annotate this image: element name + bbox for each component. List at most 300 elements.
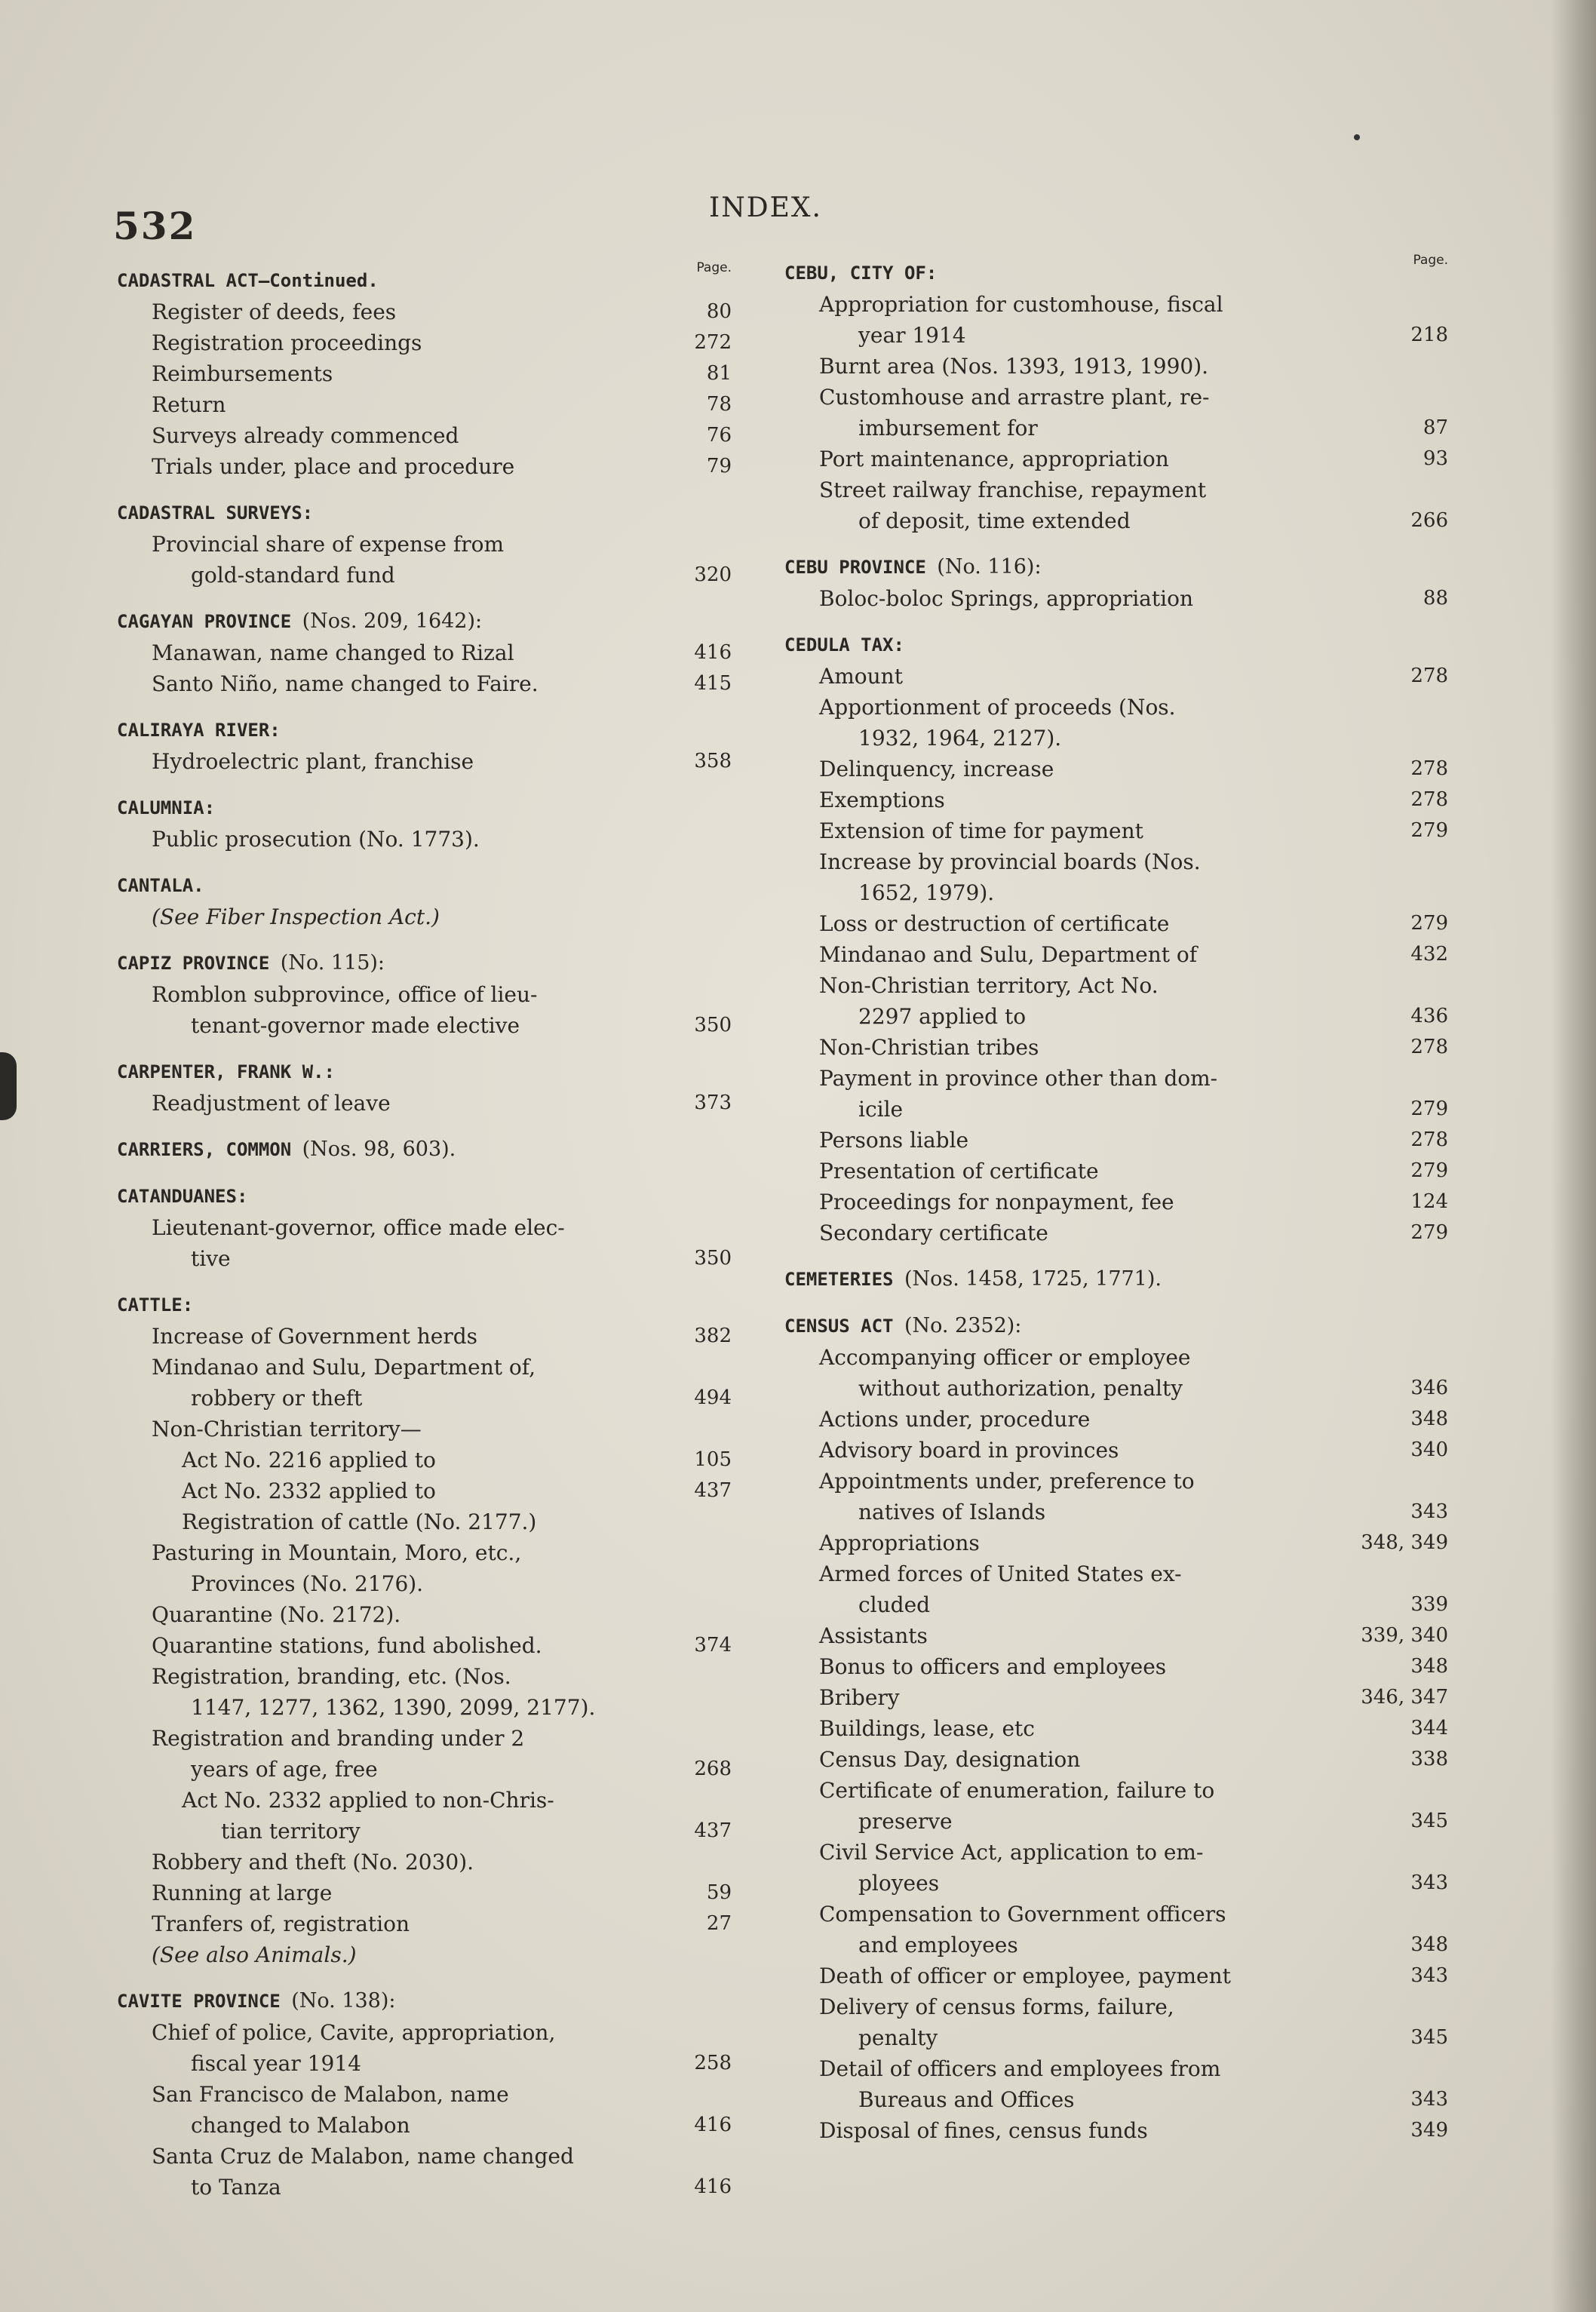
index-subentry — [117, 358, 732, 389]
subentry-line: Tranfers of, registration — [152, 1911, 410, 1936]
subentry-line: Bribery — [819, 1685, 900, 1710]
subentry-text — [819, 692, 1350, 754]
subentry-text — [819, 1125, 1350, 1156]
index-subentry — [784, 970, 1448, 1032]
entry-heading-text: CALUMNIA: — [117, 797, 216, 818]
page-reference: 340 — [1410, 1438, 1448, 1461]
index-subentry — [117, 1537, 732, 1599]
entry-heading-text: CALIRAYA RIVER: — [117, 720, 281, 741]
page-column-header: Page. — [696, 260, 732, 275]
index-subentry — [784, 2115, 1448, 2146]
subentry-text — [152, 327, 649, 358]
entry-heading-text: CAPIZ PROVINCE — [117, 953, 270, 974]
index-subentry — [117, 1847, 732, 1878]
page-reference: 81 — [706, 362, 732, 385]
index-subentry — [117, 668, 732, 699]
subentry-text — [182, 1785, 649, 1847]
subentry-text — [152, 746, 649, 777]
index-subentry — [117, 1321, 732, 1352]
index-subentry — [117, 1414, 732, 1445]
subentry-text — [152, 420, 649, 451]
page-reference: 268 — [694, 1758, 732, 1780]
subentry-text — [819, 2053, 1350, 2115]
subentry-line: Lieutenant-governor, office made elec- — [152, 1215, 565, 1240]
subentry-text — [152, 389, 649, 420]
entry-heading — [784, 1310, 1448, 1342]
index-subentry — [784, 1466, 1448, 1528]
index-subentry — [784, 1837, 1448, 1899]
subentry-line: Mindanao and Sulu, Department of — [819, 942, 1198, 967]
index-subentry — [784, 2053, 1448, 2115]
subentry-line: Manawan, name changed to Rizal — [152, 640, 514, 665]
subentry-line: Assistants — [819, 1623, 928, 1648]
subentry-text — [819, 939, 1350, 970]
page-reference: 350 — [694, 1014, 732, 1036]
page-reference: 382 — [694, 1325, 732, 1347]
entry-heading-note: (Nos. 209, 1642): — [302, 609, 483, 633]
index-subentry — [117, 2079, 732, 2141]
index-subentry — [117, 1088, 732, 1119]
index-subentry — [784, 583, 1448, 614]
subentry-text — [152, 1321, 649, 1352]
entry-heading — [117, 870, 732, 901]
index-subentry — [784, 1899, 1448, 1960]
index-subentry — [117, 1939, 732, 1970]
page-reference: 278 — [1410, 1128, 1448, 1151]
entry-heading — [117, 1056, 732, 1088]
index-subentry — [117, 1599, 732, 1630]
subentry-text — [152, 1908, 649, 1939]
page-reference: 79 — [706, 455, 732, 477]
index-subentry — [784, 1744, 1448, 1775]
subentry-text — [819, 1435, 1350, 1466]
index-entry — [784, 629, 1448, 1248]
subentry-line: Increase by provincial boards (Nos. — [819, 849, 1201, 874]
index-subentry — [784, 784, 1448, 815]
index-subentry — [117, 1445, 732, 1475]
subentry-line: Street railway franchise, repayment — [819, 477, 1207, 502]
index-subentry — [117, 1785, 732, 1847]
subentry-line: Running at large — [152, 1881, 333, 1905]
subentry-text — [819, 382, 1350, 444]
entry-heading-note: (Nos. 98, 603). — [302, 1138, 456, 1161]
index-subentry — [784, 692, 1448, 754]
entry-heading — [784, 1263, 1448, 1295]
subentry-line: Romblon subprovince, office of lieu- — [152, 982, 538, 1007]
subentry-text — [182, 1445, 649, 1475]
subentry-text — [819, 289, 1350, 351]
subentry-line: Santa Cruz de Malabon, name changed — [152, 2144, 574, 2169]
subentry-text — [819, 1775, 1350, 1837]
subentry-text — [152, 1878, 649, 1908]
page-reference: 346 — [1410, 1377, 1448, 1399]
subentry-line: Appropriation for customhouse, fiscal — [819, 292, 1223, 317]
subentry-text — [819, 1960, 1350, 1991]
page-reference: 436 — [1410, 1005, 1448, 1027]
entry-heading — [117, 1985, 732, 2017]
entry-heading — [117, 1181, 732, 1212]
page-reference: 320 — [694, 563, 732, 586]
subentry-text — [819, 1187, 1350, 1217]
index-subentry — [784, 1217, 1448, 1248]
index-subentry — [784, 1032, 1448, 1063]
subentry-line: Mindanao and Sulu, Department of, — [152, 1355, 536, 1380]
subentry-line: Non-Christian territory, Act No. — [819, 973, 1159, 998]
subentry-line: Apportionment of proceeds (Nos. — [819, 695, 1176, 720]
subentry-line: Non-Christian territory— — [152, 1417, 422, 1442]
page-reference: 279 — [1410, 1221, 1448, 1244]
subentry-line: Proceedings for nonpayment, fee — [819, 1190, 1174, 1214]
subentry-line: (See also Animals.) — [152, 1942, 357, 1967]
subentry-line: Delinquency, increase — [819, 757, 1054, 781]
subentry-line: Chief of police, Cavite, appropriation, — [152, 2020, 556, 2045]
page-reference: 278 — [1410, 788, 1448, 811]
subentry-text — [182, 1506, 649, 1537]
entry-heading — [117, 1289, 732, 1321]
index-subentry — [117, 979, 732, 1041]
entry-heading-text: CEBU PROVINCE — [784, 557, 926, 578]
entry-heading-text: CAVITE PROVINCE — [117, 1991, 281, 2012]
subentry-text — [182, 1475, 649, 1506]
page-reference: 258 — [694, 2052, 732, 2074]
left-column — [117, 260, 732, 2203]
subentry-text — [152, 1630, 649, 1661]
page-reference: 105 — [694, 1448, 732, 1471]
page-number: 532 — [113, 204, 197, 248]
page-reference: 344 — [1410, 1717, 1448, 1739]
index-entry — [117, 1134, 732, 1165]
subentry-text — [819, 1651, 1350, 1682]
page-reference: 416 — [694, 2175, 732, 2198]
page-reference: 279 — [1410, 1159, 1448, 1182]
entry-heading-text: CANTALA. — [117, 875, 204, 896]
index-subentry — [117, 451, 732, 482]
index-entry — [117, 947, 732, 1041]
subentry-line: Accompanying officer or employee — [819, 1345, 1191, 1370]
subentry-line: San Francisco de Malabon, name — [152, 2082, 509, 2107]
index-subentry — [784, 1620, 1448, 1651]
subentry-text — [819, 1899, 1350, 1960]
subentry-text — [152, 451, 649, 482]
index-subentry — [117, 637, 732, 668]
index-subentry — [784, 1435, 1448, 1466]
subentry-continuation: 1932, 1964, 2127). — [858, 726, 1062, 751]
page-reference: 279 — [1410, 819, 1448, 842]
subentry-text — [819, 846, 1350, 908]
subentry-line: Increase of Government herds — [152, 1324, 478, 1349]
running-head: INDEX. — [709, 192, 822, 223]
subentry-text — [819, 2115, 1350, 2146]
subentry-continuation: preserve — [858, 1809, 953, 1834]
index-entry — [117, 1289, 732, 1970]
page-reference: 339 — [1410, 1593, 1448, 1616]
index-subentry — [784, 754, 1448, 784]
right-column — [784, 253, 1448, 2146]
subentry-continuation: tian territory — [221, 1819, 361, 1844]
page-reference: 358 — [694, 750, 732, 772]
subentry-text — [819, 908, 1350, 939]
index-subentry — [117, 746, 732, 777]
index-subentry — [117, 1475, 732, 1506]
entry-heading-note: (No. 2352): — [904, 1314, 1022, 1337]
subentry-line: Register of deeds, fees — [152, 299, 397, 324]
subentry-text — [819, 1217, 1350, 1248]
page-reference: 343 — [1410, 2088, 1448, 2111]
index-subentry — [784, 1342, 1448, 1404]
page-reference: 346, 347 — [1361, 1686, 1448, 1709]
subentry-line: Pasturing in Mountain, Moro, etc., — [152, 1540, 522, 1565]
index-entry — [117, 497, 732, 591]
subentry-line: Presentation of certificate — [819, 1159, 1099, 1184]
subentry-text — [819, 1744, 1350, 1775]
page-column-header: Page. — [1413, 253, 1448, 268]
subentry-line: Registration of cattle (No. 2177.) — [182, 1509, 537, 1534]
subentry-line: Exemptions — [819, 788, 945, 812]
subentry-text — [819, 1342, 1350, 1404]
page-reference: 278 — [1410, 757, 1448, 780]
page-reference: 432 — [1410, 943, 1448, 966]
page-reference: 278 — [1410, 665, 1448, 687]
entry-heading-text: CEDULA TAX: — [784, 634, 904, 656]
subentry-line: Readjustment of leave — [152, 1091, 391, 1116]
entry-heading — [117, 606, 732, 637]
index-subentry — [117, 296, 732, 327]
page-reference: 373 — [694, 1092, 732, 1114]
entry-heading-text: CENSUS ACT — [784, 1316, 894, 1337]
entry-heading — [117, 265, 732, 296]
index-subentry — [784, 1063, 1448, 1125]
subentry-continuation: ployees — [858, 1871, 940, 1896]
page-reference: 279 — [1410, 912, 1448, 935]
subentry-line: Disposal of fines, census funds — [819, 2118, 1148, 2143]
entry-heading-text: CEMETERIES — [784, 1269, 894, 1290]
entry-heading — [117, 497, 732, 529]
subentry-line: Boloc-boloc Springs, appropriation — [819, 586, 1193, 611]
subentry-line: Public prosecution (No. 1773). — [152, 827, 480, 852]
page-reference: 494 — [694, 1386, 732, 1409]
page-reference: 349 — [1410, 2119, 1448, 2142]
index-subentry — [117, 1630, 732, 1661]
index-subentry — [784, 351, 1448, 382]
subentry-line: Provincial share of expense from — [152, 532, 505, 557]
subentry-text — [152, 824, 649, 855]
subentry-line: Census Day, designation — [819, 1747, 1081, 1772]
subentry-line: Customhouse and arrastre plant, re- — [819, 385, 1210, 410]
subentry-line: Trials under, place and procedure — [152, 454, 515, 479]
page-reference: 278 — [1410, 1036, 1448, 1058]
page-reference: 266 — [1410, 509, 1448, 532]
subentry-line: Registration, branding, etc. (Nos. — [152, 1664, 511, 1689]
index-entries — [117, 265, 732, 2203]
index-entry — [117, 1181, 732, 1274]
index-subentry — [784, 908, 1448, 939]
page-reference: 93 — [1423, 447, 1448, 470]
subentry-line: Payment in province other than dom- — [819, 1066, 1218, 1091]
page-reference: 437 — [694, 1479, 732, 1502]
index-subentry — [784, 815, 1448, 846]
subentry-text — [819, 1032, 1350, 1063]
subentry-text — [819, 351, 1350, 382]
subentry-text — [152, 1847, 649, 1878]
index-subentry — [784, 1558, 1448, 1620]
subentry-continuation: year 1914 — [858, 323, 966, 348]
subentry-text — [819, 1837, 1350, 1899]
index-subentry — [784, 1187, 1448, 1217]
page-reference: 279 — [1410, 1098, 1448, 1120]
subentry-line: Civil Service Act, application to em- — [819, 1840, 1204, 1865]
index-subentry — [117, 1506, 732, 1537]
page-reference: 343 — [1410, 1500, 1448, 1523]
subentry-line: Quarantine (No. 2172). — [152, 1602, 401, 1627]
subentry-text — [819, 815, 1350, 846]
subentry-line: Robbery and theft (No. 2030). — [152, 1850, 474, 1874]
entry-heading — [784, 551, 1448, 583]
page-reference: 415 — [694, 672, 732, 695]
subentry-text — [152, 358, 649, 389]
page-reference: 88 — [1423, 587, 1448, 609]
entry-heading-text: CADASTRAL SURVEYS: — [117, 502, 314, 524]
index-entry — [117, 606, 732, 699]
index-subentry — [784, 1960, 1448, 1991]
index-entry — [117, 714, 732, 777]
subentry-text — [819, 1063, 1350, 1125]
subentry-text — [152, 1599, 649, 1630]
entry-heading-note: (No. 115): — [280, 951, 385, 975]
subentry-line: Armed forces of United States ex- — [819, 1561, 1182, 1586]
page-reference: 345 — [1410, 2026, 1448, 2049]
index-subentry — [784, 382, 1448, 444]
subentry-line: Act No. 2216 applied to — [182, 1448, 436, 1472]
subentry-text — [152, 1088, 649, 1119]
index-subentry — [117, 901, 732, 932]
index-subentry — [784, 1156, 1448, 1187]
subentry-line: Hydroelectric plant, franchise — [152, 749, 474, 774]
index-entry — [784, 1310, 1448, 2146]
index-subentry — [117, 420, 732, 451]
index-entry — [117, 1056, 732, 1119]
subentry-continuation: to Tanza — [191, 2175, 281, 2200]
page-reference: 218 — [1410, 324, 1448, 346]
subentry-text — [152, 1537, 649, 1599]
subentry-continuation: tive — [191, 1246, 231, 1271]
subentry-text — [819, 474, 1350, 536]
subentry-line: Registration and branding under 2 — [152, 1726, 525, 1751]
subentry-continuation: 1147, 1277, 1362, 1390, 2099, 2177). — [191, 1695, 596, 1720]
subentry-line: Burnt area (Nos. 1393, 1913, 1990). — [819, 354, 1209, 379]
page-reference: 59 — [706, 1881, 732, 1904]
subentry-line: (See Fiber Inspection Act.) — [152, 904, 440, 929]
page-reference: 416 — [694, 2114, 732, 2136]
subentry-text — [819, 1528, 1350, 1558]
index-entry — [117, 792, 732, 855]
subentry-text — [819, 444, 1350, 474]
subentry-text — [152, 2141, 649, 2203]
subentry-line: Port maintenance, appropriation — [819, 447, 1169, 471]
subentry-text — [152, 1661, 649, 1723]
index-subentry — [784, 289, 1448, 351]
page-reference: 348, 349 — [1361, 1531, 1448, 1554]
subentry-continuation: without authorization, penalty — [858, 1376, 1183, 1401]
entry-heading-note: (Nos. 1458, 1725, 1771). — [904, 1267, 1162, 1291]
index-subentry — [784, 939, 1448, 970]
subentry-text — [152, 2079, 649, 2141]
page-reference: 374 — [694, 1634, 732, 1656]
page-reference: 339, 340 — [1361, 1624, 1448, 1647]
subentry-line: Appointments under, preference to — [819, 1469, 1195, 1494]
subentry-continuation: cluded — [858, 1592, 931, 1617]
subentry-continuation: 2297 applied to — [858, 1004, 1027, 1029]
subentry-continuation: of deposit, time extended — [858, 508, 1131, 533]
subentry-line: Loss or destruction of certificate — [819, 911, 1170, 936]
subentry-text — [152, 296, 649, 327]
subentry-text — [152, 637, 649, 668]
index-subentry — [117, 1908, 732, 1939]
subentry-text — [819, 661, 1350, 692]
page-reference: 437 — [694, 1819, 732, 1842]
index-subentry — [784, 1775, 1448, 1837]
subentry-line: Santo Niño, name changed to Faire. — [152, 671, 539, 696]
entry-heading-note: (No. 116): — [937, 555, 1042, 579]
subentry-line: Amount — [819, 664, 903, 689]
page-reference: 350 — [694, 1247, 732, 1270]
subentry-continuation: years of age, free — [191, 1757, 378, 1782]
subentry-text — [819, 970, 1350, 1032]
subentry-text — [152, 1352, 649, 1414]
subentry-text — [152, 1723, 649, 1785]
page-reference: 78 — [706, 393, 732, 416]
subentry-text — [152, 979, 649, 1041]
subentry-line: Appropriations — [819, 1531, 980, 1555]
index-subentry — [117, 1878, 732, 1908]
index-subentry — [117, 2141, 732, 2203]
entry-heading-text: CADASTRAL ACT—Continued. — [117, 270, 379, 291]
subentry-text — [819, 1682, 1350, 1713]
index-subentry — [117, 1661, 732, 1723]
entry-heading-text: CATTLE: — [117, 1294, 194, 1316]
subentry-continuation: icile — [858, 1097, 904, 1122]
subentry-line: Registration proceedings — [152, 330, 422, 355]
entry-heading — [117, 792, 732, 824]
subentry-continuation: tenant-governor made elective — [191, 1013, 520, 1038]
subentry-line: Certificate of enumeration, failure to — [819, 1778, 1215, 1803]
subentry-line: Detail of officers and employees from — [819, 2056, 1221, 2081]
page-reference: 343 — [1410, 1871, 1448, 1894]
entry-heading-note: (No. 138): — [291, 1989, 396, 2013]
entry-heading — [117, 714, 732, 746]
subentry-text — [152, 901, 649, 932]
entry-heading — [117, 947, 732, 979]
page-reference: 27 — [706, 1912, 732, 1935]
page-reference: 338 — [1410, 1748, 1448, 1770]
subentry-line: Quarantine stations, fund abolished. — [152, 1633, 542, 1658]
index-subentry — [117, 389, 732, 420]
entry-heading — [784, 629, 1448, 661]
entry-heading-text: CATANDUANES: — [117, 1186, 248, 1207]
index-subentry — [117, 1723, 732, 1785]
subentry-text — [152, 1414, 649, 1445]
subentry-line: Reimbursements — [152, 361, 333, 386]
subentry-text — [819, 784, 1350, 815]
index-subentry — [117, 529, 732, 591]
subentry-continuation: 1652, 1979). — [858, 880, 995, 905]
subentry-text — [152, 668, 649, 699]
subentry-text — [819, 1466, 1350, 1528]
subentry-line: Delivery of census forms, failure, — [819, 1994, 1174, 2019]
subentry-continuation: robbery or theft — [191, 1386, 363, 1411]
index-subentry — [117, 1212, 732, 1274]
index-subentry — [117, 2017, 732, 2079]
subentry-continuation: Bureaus and Offices — [858, 2087, 1075, 2112]
